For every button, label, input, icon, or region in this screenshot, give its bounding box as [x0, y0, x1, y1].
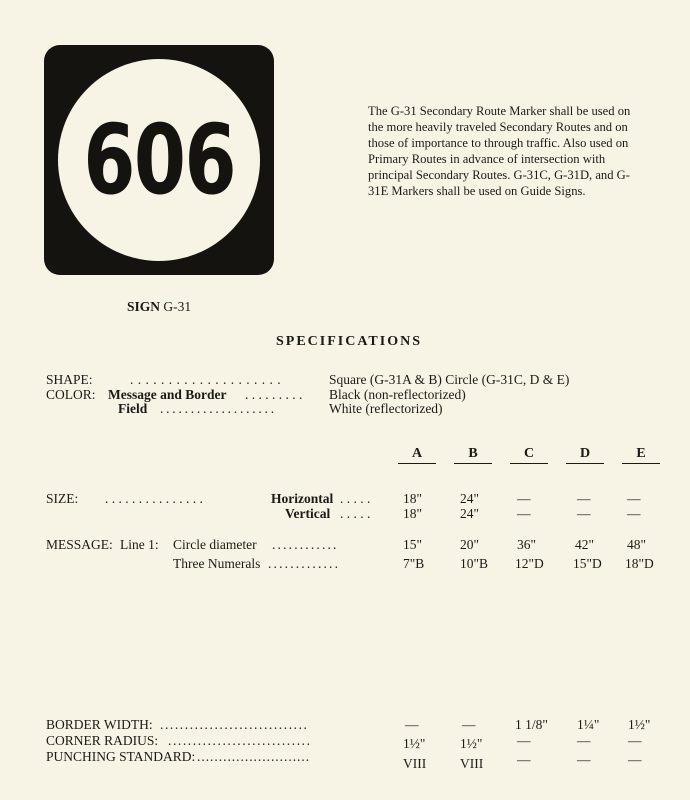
- column-header-b: B: [454, 446, 492, 464]
- border-width-label: BORDER WIDTH:: [46, 717, 153, 732]
- border-width-d: 1¼": [577, 717, 600, 732]
- message-line-label: Line 1:: [120, 537, 159, 552]
- sign-description: The G-31 Secondary Route Marker shall be used on the more heavily traveled Secondary Routes and on those of importance to through traffic. Also used on Primary Routes in advance of intersection with principal Secondary Routes. G-31C, G-31D, and G-31E Markers shall be used on Guide Signs.: [368, 104, 631, 198]
- sign-circle: [58, 59, 260, 261]
- three-numerals-e: 18"D: [625, 556, 654, 571]
- size-horizontal-b: 24": [460, 491, 480, 506]
- sign-caption-word: SIGN: [127, 299, 161, 314]
- specifications-title: SPECIFICATIONS: [276, 334, 422, 349]
- size-horizontal-e: —: [627, 491, 641, 506]
- punching-standard-a: VIII: [403, 756, 427, 771]
- punching-standard-c: —: [517, 752, 531, 767]
- color-leader-2: . . . . . . . . . . . . . . . . . . .: [160, 401, 274, 416]
- corner-radius-d: —: [577, 733, 591, 748]
- circle-diameter-d: 42": [575, 537, 595, 552]
- corner-radius-b: 1½": [460, 736, 483, 751]
- column-header-e: E: [622, 446, 660, 464]
- size-leader-vertical: . . . . .: [340, 506, 371, 521]
- column-header-d: D: [566, 446, 604, 464]
- border-width-b: —: [462, 717, 476, 732]
- three-numerals-b: 10"B: [460, 556, 489, 571]
- column-header-a: A: [398, 446, 436, 464]
- shape-value: Square (G-31A & B) Circle (G-31C, D & E): [329, 372, 570, 387]
- size-leader-horizontal: . . . . .: [340, 491, 371, 506]
- circle-diameter-b: 20": [460, 537, 480, 552]
- three-numerals-d: 15"D: [573, 556, 602, 571]
- circle-diameter-e: 48": [627, 537, 647, 552]
- message-sub-three-numerals: Three Numerals: [173, 556, 261, 571]
- color-leader-1: . . . . . . . . .: [245, 387, 303, 402]
- color-value-2: White (reflectorized): [329, 401, 443, 416]
- size-horizontal-d: —: [577, 491, 591, 506]
- color-sub-message-border: Message and Border: [108, 387, 227, 402]
- size-vertical-d: —: [577, 506, 591, 521]
- sign-caption: [127, 299, 191, 315]
- punching-standard-e: —: [628, 752, 642, 767]
- size-leader: . . . . . . . . . . . . . . .: [105, 491, 203, 506]
- color-sub-field: Field: [118, 401, 148, 416]
- border-width-leader: . . . . . . . . . . . . . . . . . . . . . . . . . . . . . .: [160, 717, 307, 732]
- size-sub-vertical: Vertical: [285, 506, 331, 521]
- corner-radius-label: CORNER RADIUS:: [46, 733, 159, 748]
- size-vertical-c: —: [517, 506, 531, 521]
- size-horizontal-a: 18": [403, 491, 423, 506]
- color-value-1: Black (non-reflectorized): [329, 387, 466, 402]
- size-sub-horizontal: Horizontal: [271, 491, 334, 506]
- shape-label: SHAPE:: [46, 372, 93, 387]
- route-marker-sign: [44, 45, 274, 275]
- shape-leader: . . . . . . . . . . . . . . . . . . . .: [130, 372, 282, 387]
- message-leader-circle: . . . . . . . . . . . .: [272, 537, 336, 552]
- circle-diameter-c: 36": [517, 537, 537, 552]
- corner-radius-a: 1½": [403, 736, 426, 751]
- corner-radius-leader: . . . . . . . . . . . . . . . . . . . . . . . . . . . . .: [168, 733, 310, 748]
- sign-caption-code: G-31: [163, 299, 192, 314]
- size-label: SIZE:: [46, 491, 79, 506]
- punching-standard-label: PUNCHING STANDARD:: [46, 749, 196, 764]
- column-header-c: C: [510, 446, 548, 464]
- punching-standard-leader: . . . . . . . . . . . . . . . . . . . . . . . . . .: [197, 749, 308, 764]
- border-width-c: 1 1/8": [515, 717, 548, 732]
- message-sub-circle-diameter: Circle diameter: [173, 537, 257, 552]
- border-width-a: —: [405, 717, 419, 732]
- size-vertical-a: 18": [403, 506, 423, 521]
- three-numerals-c: 12"D: [515, 556, 544, 571]
- circle-diameter-a: 15": [403, 537, 423, 552]
- message-label: MESSAGE:: [46, 537, 113, 552]
- size-horizontal-c: —: [517, 491, 531, 506]
- route-number: 606: [83, 104, 235, 216]
- color-label: COLOR:: [46, 387, 96, 402]
- corner-radius-c: —: [517, 733, 531, 748]
- message-leader-numerals: . . . . . . . . . . . . .: [268, 556, 338, 571]
- punching-standard-b: VIII: [460, 756, 484, 771]
- border-width-e: 1½": [628, 717, 651, 732]
- punching-standard-d: —: [577, 752, 591, 767]
- size-vertical-e: —: [627, 506, 641, 521]
- size-vertical-b: 24": [460, 506, 480, 521]
- corner-radius-e: —: [628, 733, 642, 748]
- three-numerals-a: 7"B: [403, 556, 425, 571]
